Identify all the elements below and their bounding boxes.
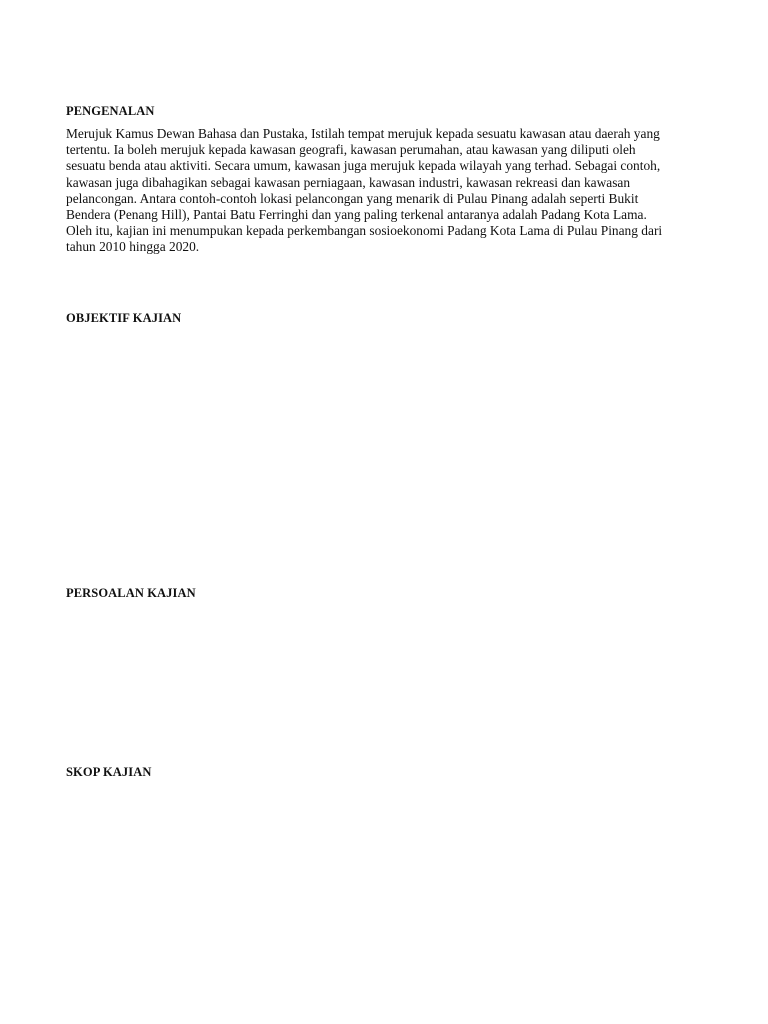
paragraph-line: Bendera (Penang Hill), Pantai Batu Ferringhi dan yang paling terkenal antaranya adalah Padang Kota Lama.: [66, 207, 647, 223]
paragraph-line: Merujuk Kamus Dewan Bahasa dan Pustaka, Istilah tempat merujuk kepada sesuatu kawasan atau daerah yang: [66, 126, 660, 141]
paragraph-line: tertentu. Ia boleh merujuk kepada kawasan geografi, kawasan perumahan, atau kawasan yang diliputi oleh: [66, 142, 636, 158]
paragraph-pengenalan: [66, 126, 716, 256]
paragraph-line: tahun 2010 hingga 2020.: [66, 239, 200, 255]
paragraph-line: sesuatu benda atau aktiviti. Secara umum, kawasan juga merujuk kepada wilayah yang terhad. Sebagai contoh,: [66, 158, 661, 174]
heading-skop-kajian: SKOP KAJIAN: [66, 765, 152, 779]
paragraph-line: Oleh itu, kajian ini menumpukan kepada perkembangan sosioekonomi Padang Kota Lama di Pulau Pinang dari: [66, 223, 663, 239]
paragraph-line: pelancongan. Antara contoh-contoh lokasi pelancongan yang menarik di Pulau Pinang adalah seperti Bukit: [66, 190, 639, 206]
paragraph-line: kawasan juga dibahagikan sebagai kawasan perniagaan, kawasan industri, kawasan rekreasi dan kawasan: [66, 174, 631, 190]
heading-pengenalan: PENGENALAN: [66, 104, 155, 118]
heading-objektif-kajian: OBJEKTIF KAJIAN: [66, 311, 182, 325]
heading-persoalan-kajian: PERSOALAN KAJIAN: [66, 586, 196, 600]
